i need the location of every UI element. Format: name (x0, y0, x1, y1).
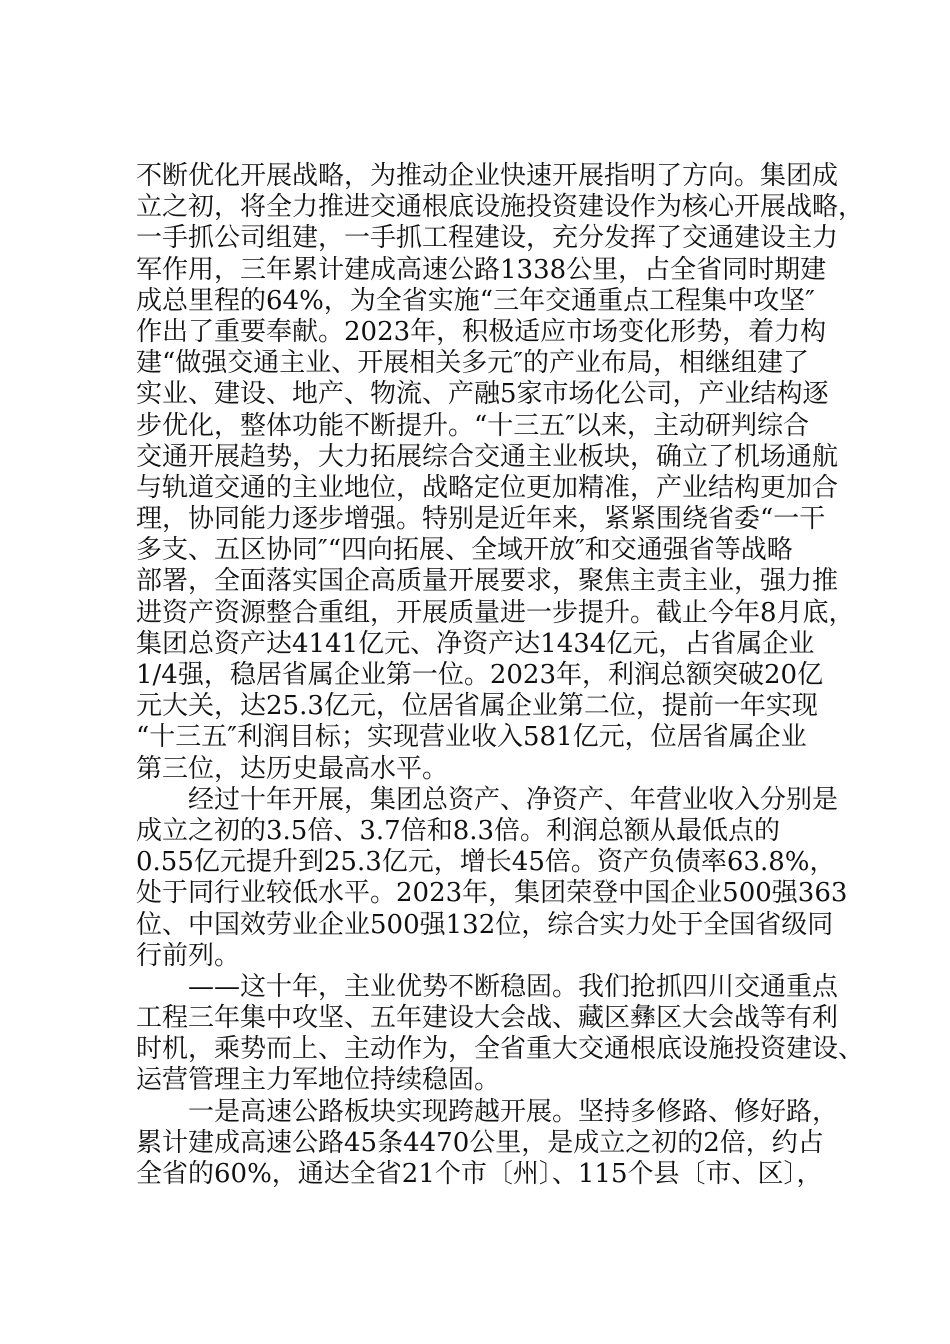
text-line: 立之初，将全力推进交通根底设施投资建设作为核心开展战略， (136, 192, 865, 223)
text-line: 时机，乘势而上、主动作为，全省重大交通根底设施投资建设、 (136, 1034, 865, 1065)
text-line: 多支、五区协同″“四向拓展、全域开放″和交通强省等战略 (136, 535, 793, 566)
text-line: 成立之初的3.5倍、3.7倍和8.3倍。利润总额从最低点的 (136, 815, 781, 846)
text-line: 一是高速公路板块实现跨越开展。坚持多修路、修好路， (136, 1096, 839, 1127)
text-line: 交通开展趋势，大力拓展综合交通主业板块，确立了机场通航 (136, 441, 839, 472)
body-text (136, 161, 865, 1190)
text-line: 军作用，三年累计建成高速公路1338公里，占全省同时期建 (136, 254, 827, 285)
text-line: 不断优化开展战略，为推动企业快速开展指明了方向。集团成 (136, 161, 839, 191)
text-line: 元大关，达25.3亿元，位居省属企业第二位，提前一年实现 (136, 691, 818, 722)
text-line: 位、中国效劳业企业500强132位，综合实力处于全国省级同 (136, 909, 834, 940)
text-line: 第三位，达历史最高水平。 (136, 753, 449, 784)
text-line: 步优化，整体功能不断提升。“十三五″以来，主动研判综合 (136, 410, 810, 441)
text-line: 经过十年开展，集团总资产、净资产、年营业收入分别是 (136, 784, 839, 815)
text-line: 运营管理主力军地位持续稳固。 (136, 1065, 501, 1096)
text-line: 一手抓公司组建，一手抓工程建设，充分发挥了交通建设主力 (136, 223, 839, 254)
text-line: 1/4强，稳居省属企业第一位。2023年，利润总额突破20亿 (136, 660, 824, 690)
text-line: 行前列。 (136, 940, 241, 971)
text-line: 0.55亿元提升到25.3亿元，增长45倍。资产负债率63.8%， (136, 847, 836, 878)
text-line: 作出了重要奉献。2023年，积极适应市场变化形势，着力构 (136, 316, 827, 347)
text-line: ——这十年，主业优势不断稳固。我们抢抓四川交通重点 (136, 971, 839, 1002)
text-line: 部署，全面落实国企高质量开展要求，聚焦主责主业，强力推 (136, 566, 839, 597)
text-line: 全省的60%，通达全省21个市〔州〕、115个县〔市、区〕， (136, 1159, 823, 1189)
text-line: 建“做强交通主业、开展相关多元″的产业布局，相继组建了 (136, 348, 810, 379)
text-line: “十三五″利润目标；实现营业收入581亿元，位居省属企业 (136, 722, 807, 753)
text-line: 进资产资源整合重组，开展质量进一步提升。截止今年8月底， (136, 597, 855, 628)
text-line: 累计建成高速公路45条4470公里，是成立之初的2倍，约占 (136, 1127, 824, 1158)
text-line: 成总里程的64%，为全省实施“三年交通重点工程集中攻坚″ (136, 285, 815, 316)
text-line: 工程三年集中攻坚、五年建设大会战、藏区彝区大会战等有利 (136, 1003, 839, 1034)
text-line: 集团总资产达4141亿元、净资产达1434亿元，占省属企业 (136, 628, 815, 659)
text-line: 处于同行业较低水平。2023年，集团荣登中国企业500强363 (136, 878, 848, 909)
text-line: 实业、建设、地产、物流、产融5家市场化公司，产业结构逐 (136, 379, 829, 410)
text-line: 理，协同能力逐步增强。特别是近年来，紧紧围绕省委“一干 (136, 504, 826, 535)
text-line: 与轨道交通的主业地位，战略定位更加精准，产业结构更加合 (136, 472, 839, 503)
